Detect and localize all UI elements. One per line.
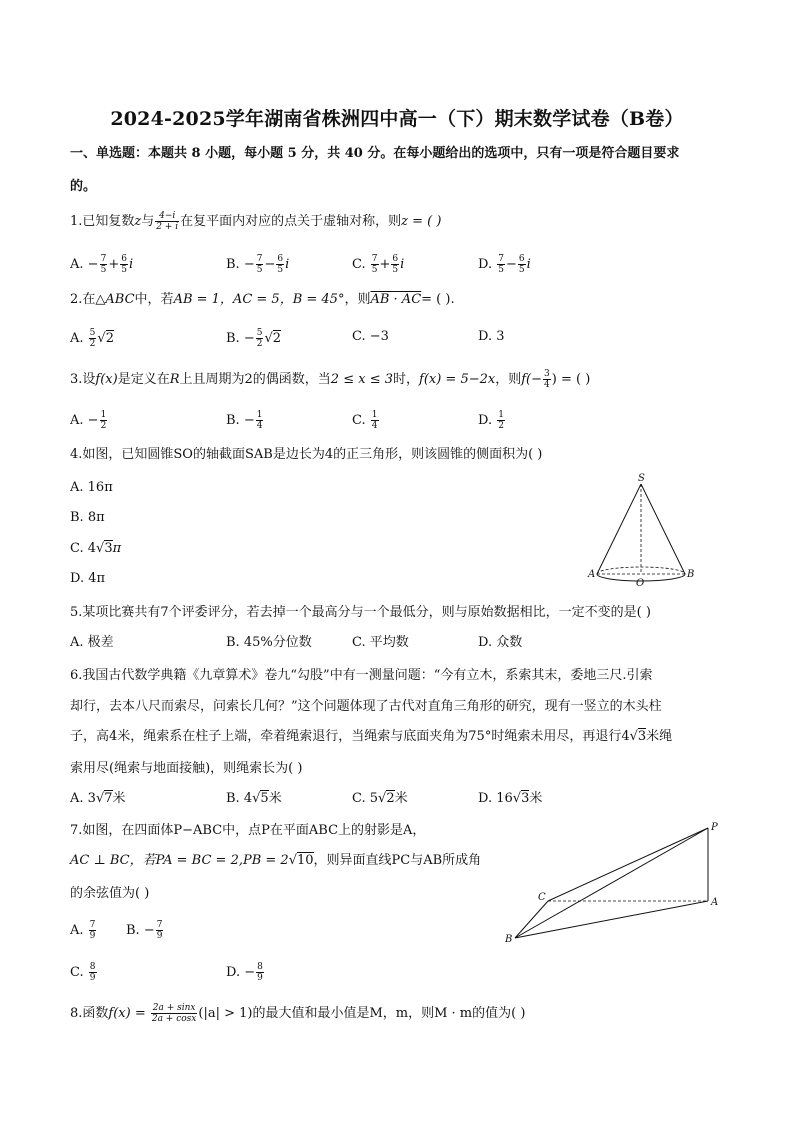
q3-f-num: 3: [544, 369, 550, 379]
q8-fraction: [151, 1003, 198, 1024]
q2-triangle: △ABC: [95, 292, 135, 307]
q2-option-b-letter: B.: [226, 331, 240, 346]
q2-option-b-num: 5: [256, 328, 263, 338]
q6-option-b-radicand: 5: [260, 791, 269, 806]
q1-tail: z = ( ): [401, 214, 442, 229]
q6-option-a[interactable]: A. 3√7米: [70, 791, 126, 806]
q1-option-b-op: −: [264, 257, 276, 272]
q3-option-d[interactable]: [478, 410, 506, 431]
q1-option-a-frac1: [100, 254, 108, 275]
cone-edge-sa: [597, 484, 641, 574]
q2-option-a-letter: A.: [70, 331, 84, 346]
q2-option-b[interactable]: B. − $\frac{5}{2}$ √2: [226, 328, 282, 349]
q6-option-c[interactable]: C. 5√2米: [352, 791, 408, 806]
cone-label-b: B: [687, 569, 695, 580]
question-7-line1: 7.如图，在四面体P−ABC中，点P在平面ABC上的射影是A，: [70, 823, 426, 838]
q3-option-b-den: 4: [256, 421, 263, 431]
q3-option-b-frac: [256, 410, 264, 431]
q1-option-a-frac2: [120, 254, 128, 275]
q1-option-c-d1: 5: [371, 265, 378, 275]
q1-option-a[interactable]: [70, 254, 133, 275]
q1-option-c-op: +: [379, 257, 391, 272]
q4-option-a[interactable]: A. 16π: [70, 480, 113, 495]
q2-text-b: 中，若: [134, 292, 174, 307]
q1-option-c-frac1: [371, 254, 379, 275]
q3-f-den: 4: [544, 380, 550, 390]
q6-option-a-letter: A.: [70, 791, 84, 806]
q3-option-d-num: 1: [498, 410, 504, 420]
edge-ba: [515, 901, 708, 938]
q3-option-b-letter: B.: [226, 413, 240, 428]
edge-pc: [548, 828, 708, 901]
q3-text-a: 3.设: [70, 372, 96, 387]
q7-option-c-letter: C.: [70, 965, 84, 980]
q3-option-a-sign: −: [87, 413, 99, 428]
cone-edge-sb: [641, 484, 685, 574]
q1-frac-den: 2 + i: [156, 222, 179, 232]
question-6-line3: 子，高4米，绳索系在柱子上端，牵着绳索退行，当绳索与底面夹角为75°时绳索未用尽，再退行4√3米绳: [70, 729, 673, 744]
q1-text-pre: 1.已知复数: [70, 214, 135, 229]
q2-option-d-value: 3: [496, 329, 505, 344]
q1-text-post: 在复平面内对应的点关于虚轴对称，则: [180, 214, 402, 229]
question-6-line4: 索用尽(绳索与地面接触)，则绳索长为( ): [70, 761, 303, 776]
q4-option-d[interactable]: D. 4π: [70, 571, 106, 586]
q7-option-b-num: 7: [156, 920, 163, 930]
q7-option-d-frac: [256, 962, 264, 983]
q3-set-r: R: [169, 372, 180, 387]
q1-option-d-d2: 5: [518, 265, 525, 275]
q7-line2-text: AC ⊥ BC，若PA = BC = 2,PB = 2: [70, 853, 289, 868]
q8-frac-num: 2a + sinx: [152, 1003, 196, 1013]
page-title: 2024-2025学年湖南省株洲四中高一（下）期末数学试卷（B卷）: [110, 108, 684, 130]
q7-line2-tail: ，则异面直线PC与AB所成角: [313, 853, 482, 868]
q2-option-c-letter: C.: [352, 329, 366, 344]
q1-option-a-d1: 5: [100, 265, 107, 275]
q4-option-c-letter: C.: [70, 541, 84, 556]
q4-option-b[interactable]: B. 8π: [70, 510, 105, 525]
q1-option-d-op: −: [505, 257, 517, 272]
q2-option-b-sign: −: [243, 331, 255, 346]
q3-option-b-num: 1: [256, 410, 263, 420]
q3-option-c-letter: C.: [352, 413, 366, 428]
q1-option-b-frac2: [276, 254, 284, 275]
cone-label-a: A: [588, 569, 596, 580]
q2-option-c[interactable]: [352, 328, 389, 346]
q3-text-d: 时，: [393, 372, 420, 387]
q3-option-b-sign: −: [243, 413, 255, 428]
q1-option-d-d1: 5: [498, 265, 504, 275]
q2-option-b-frac: [256, 328, 264, 349]
q1-text-mid: 与: [141, 214, 155, 229]
q7-option-c[interactable]: [70, 962, 98, 983]
q7-option-c-num: 8: [89, 962, 96, 972]
q6-option-d-unit: 米: [529, 791, 543, 806]
q6-option-d[interactable]: D. 16√3米: [478, 791, 543, 806]
q3-option-d-den: 2: [498, 421, 504, 431]
q1-option-b-sign: −: [243, 257, 255, 272]
q7-option-d-letter: D.: [226, 965, 241, 980]
q3-option-c-num: 1: [371, 410, 378, 420]
q5-option-c[interactable]: C. 平均数: [352, 635, 409, 650]
q1-option-c[interactable]: [352, 254, 404, 275]
q6-line3-radicand: 3: [637, 729, 647, 744]
q5-option-b[interactable]: B. 45%分位数: [226, 635, 312, 650]
q3-text-e: ，则: [495, 372, 522, 387]
question-7-line2: AC ⊥ BC，若PA = BC = 2,PB = 2√10，则异面直线PC与AB所成角: [70, 853, 482, 868]
tetra-label-p: P: [711, 822, 718, 833]
q1-option-b-n2: 6: [277, 254, 284, 264]
cone-figure: [585, 470, 700, 588]
q2-option-a-radicand: 2: [105, 331, 114, 346]
tetra-label-c: C: [538, 892, 546, 903]
q7-option-d-sign: −: [244, 965, 256, 980]
q6-line3-text: 子，高4米，绳索系在柱子上端，牵着绳索退行，当绳索与底面夹角为75°时绳索未用尽，再退行4: [70, 729, 630, 744]
section-heading-line1: 一、单选题：本题共 8 小题，每小题 5 分，共 40 分。在每小题给出的选项中，只有一项是符合题目要求: [70, 146, 680, 161]
section-heading-line2: 的。: [70, 179, 97, 194]
q1-option-c-d2: 5: [392, 265, 399, 275]
q8-text-post: (|a| > 1)的最大值和最小值是M，m，则M · m的值为( ): [198, 1006, 526, 1021]
q7-option-a-letter: A.: [70, 923, 84, 938]
q2-option-a[interactable]: A. $\frac{5}{2}$ √2: [70, 328, 114, 349]
q6-option-b-coef: 4: [243, 791, 253, 806]
q1-option-a-letter: A.: [70, 257, 84, 272]
q3-option-a-num: 1: [100, 410, 107, 420]
q3-option-a-frac: [100, 410, 108, 431]
q2-option-a-num: 5: [89, 328, 96, 338]
q1-var-z: z: [134, 214, 142, 229]
q6-option-a-coef: 3: [87, 791, 96, 806]
q3-option-c-den: 4: [371, 421, 378, 431]
edge-pb: [515, 828, 708, 938]
q3-option-c[interactable]: [352, 410, 380, 431]
q3-text-b: 是定义在: [117, 372, 170, 387]
q5-option-a[interactable]: A. 极差: [70, 635, 114, 650]
q7-option-a[interactable]: [70, 920, 97, 941]
q3-fx: f(x): [95, 372, 118, 387]
q6-option-b[interactable]: B. 4√5米: [226, 791, 282, 806]
q3-option-c-frac: [371, 410, 379, 431]
q1-option-c-frac2: [391, 254, 399, 275]
question-6-line2: 却行，去本八尺而索尽，问索长几何？”这个问题体现了古代对直角三角形的研究，现有一竖立的木头柱: [70, 699, 662, 714]
q1-option-c-n2: 6: [392, 254, 399, 264]
q3-option-b[interactable]: [226, 410, 264, 431]
question-6-line1: 6.我国古代数学典籍《九章算术》卷九“勾股”中有一测量问题：“今有立木，系索其末，委地三尺.引索: [70, 668, 653, 683]
q8-fx: f(x) =: [108, 1006, 146, 1021]
q5-option-d[interactable]: D. 众数: [478, 635, 523, 650]
q3-text-c: 上且周期为2的偶函数，当: [179, 372, 331, 387]
q7-line2-radicand: 10: [297, 853, 314, 868]
q2-option-a-frac: [89, 328, 97, 349]
q7-option-a-frac: [89, 920, 97, 941]
q7-option-c-frac: [89, 962, 97, 983]
q7-option-a-den: 9: [89, 931, 96, 941]
q1-option-d-n1: 7: [498, 254, 504, 264]
q6-option-d-coef: 16: [496, 791, 513, 806]
q4-option-c-radicand: 3: [104, 541, 113, 556]
q7-option-b[interactable]: [126, 920, 164, 941]
q1-option-a-n2: 6: [121, 254, 127, 264]
cone-label-s: S: [638, 473, 645, 484]
q7-option-d-num: 8: [257, 962, 263, 972]
q1-option-b-frac1: [256, 254, 264, 275]
q7-option-b-frac: [156, 920, 164, 941]
q7-option-b-den: 9: [156, 931, 163, 941]
q2-tail: = ( ).: [421, 292, 455, 307]
q2-option-c-value: −3: [369, 329, 389, 344]
question-7-line3: 的余弦值为( ): [70, 886, 150, 901]
cone-label-o: O: [636, 578, 645, 588]
q3-f-frac: [543, 369, 551, 390]
tetra-label-a: A: [711, 897, 719, 908]
q6-option-c-letter: C.: [352, 791, 366, 806]
q6-option-b-letter: B.: [226, 791, 240, 806]
q8-frac-den: 2a + cosx: [151, 1014, 197, 1024]
q1-option-c-n1: 7: [371, 254, 378, 264]
q1-option-d-n2: 6: [518, 254, 525, 264]
q2-option-a-den: 2: [89, 339, 96, 349]
q1-option-a-sign: −: [87, 257, 99, 272]
tetra-label-b: B: [505, 934, 513, 945]
q6-option-c-coef: 5: [369, 791, 379, 806]
q3-option-d-letter: D.: [478, 413, 493, 428]
q1-option-b-d1: 5: [256, 265, 263, 275]
q1-option-c-letter: C.: [352, 257, 366, 272]
q4-option-c-pi: π: [112, 541, 122, 556]
q1-option-a-op: +: [108, 257, 120, 272]
q8-text-pre: 8.函数: [70, 1006, 109, 1021]
q2-option-b-den: 2: [256, 339, 263, 349]
q1-option-d-frac2: [518, 254, 526, 275]
q1-option-b-d2: 5: [277, 265, 284, 275]
q2-vector-product: AB · AC: [370, 292, 422, 307]
q4-option-c[interactable]: C. 4√3π: [70, 541, 122, 556]
q7-option-b-letter: B.: [126, 923, 140, 938]
question-1-stem: [70, 211, 441, 232]
q3-range: 2 ≤ x ≤ 3: [330, 372, 393, 387]
q6-option-a-unit: 米: [112, 791, 126, 806]
q1-fraction: [155, 211, 179, 232]
q1-option-a-d2: 5: [121, 265, 127, 275]
q4-option-c-coef: 4: [87, 541, 97, 556]
q2-option-d-letter: D.: [478, 329, 493, 344]
q1-option-b-n1: 7: [256, 254, 263, 264]
q2-option-d[interactable]: [478, 328, 505, 346]
q3-option-a-den: 2: [100, 421, 107, 431]
q1-frac-num: 4−i: [155, 211, 179, 222]
q2-text-c: ，则: [344, 292, 371, 307]
q6-option-a-radicand: 7: [104, 791, 113, 806]
q2-text-a: 2.在: [70, 292, 96, 307]
q7-option-b-sign: −: [143, 923, 155, 938]
q1-option-c-i: i: [400, 257, 405, 272]
q1-option-d-frac1: [497, 254, 505, 275]
question-2-stem: [70, 291, 455, 309]
q6-option-c-radicand: 2: [386, 791, 395, 806]
q1-option-d[interactable]: [478, 254, 531, 275]
q1-option-b-i: i: [285, 257, 290, 272]
q1-option-d-letter: D.: [478, 257, 493, 272]
q3-option-a[interactable]: [70, 410, 108, 431]
question-8-stem: [70, 1003, 525, 1024]
q6-option-c-unit: 米: [394, 791, 408, 806]
tetrahedron-figure: [500, 818, 730, 948]
q1-option-d-i: i: [526, 257, 531, 272]
q3-f-post: ) = ( ): [551, 372, 591, 387]
q7-option-c-den: 9: [89, 973, 96, 983]
q1-option-b-letter: B.: [226, 257, 240, 272]
q6-option-b-unit: 米: [268, 791, 282, 806]
q1-option-b[interactable]: [226, 254, 289, 275]
q2-option-b-radicand: 2: [272, 331, 282, 346]
q3-option-a-letter: A.: [70, 413, 84, 428]
q7-option-d[interactable]: [226, 962, 265, 983]
q6-option-d-letter: D.: [478, 791, 493, 806]
q1-option-a-n1: 7: [100, 254, 107, 264]
q3-expression: f(x) = 5−2x: [419, 372, 496, 387]
q2-condition: AB = 1，AC = 5，B = 45°: [173, 292, 345, 307]
question-3-stem: [70, 369, 590, 390]
q7-option-d-den: 9: [257, 973, 263, 983]
q1-option-a-i: i: [128, 257, 134, 272]
q6-line3-tail: 米绳: [646, 729, 673, 744]
question-4-stem: 4.如图，已知圆锥SO的轴截面SAB是边长为4的正三角形，则该圆锥的侧面积为( ): [70, 447, 543, 462]
q7-option-a-num: 7: [89, 920, 96, 930]
q3-f-pre: f(−: [521, 372, 543, 387]
q3-option-d-frac: [497, 410, 505, 431]
question-5-stem: 5.某项比赛共有7个评委评分，若去掉一个最高分与一个最低分，则与原始数据相比，一定不变的是( ): [70, 605, 651, 620]
q6-option-d-radicand: 3: [521, 791, 530, 806]
